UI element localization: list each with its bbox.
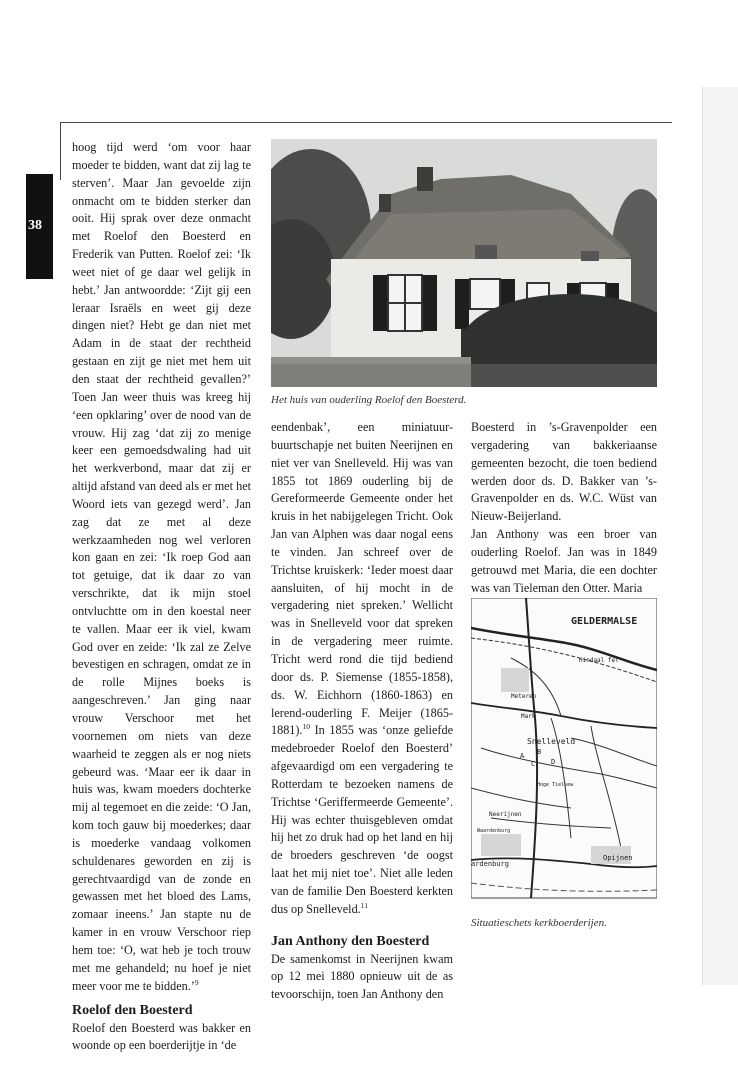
paragraph-text: hoog tijd werd ‘om voor haar moeder te bidden, want dat zij lag te sterven’. Maar Jan gevoelde zijn onmacht om te bidden sterker dan ooit. Hij sprak over deze onmacht met Roelof den Boesterd en Frederik van Putten. Roelof zei: ‘Ik weet niet of ge daar wel gelijk in hebt.’ Jan antwoordde: ‘Zijt gij een leraar Israëls en weet gij deze dingen niet? Hebt ge dan niet met Adam in de staat der rechtheid gestaan en zijt ge niet met hem uit den staat der rechtheid gevallen?’ Toen Jan weer thuis was kreeg hij ‘een opklaring’ over de nood van de vrouw. Hij zag ‘dat zij zo menige keer een gemoedsdwaling had uit het werkverbond, maar dat zij er altijd afstand van deed als er met het Woord iets van gezegd werd’. Jan zag dat ze met al deze werkzaamheden nog wel verloren kon gaan en zei: ‘Ik roep God aan tot getuige, dat ik daar zo van verschrikte, dat ik mijn stoel ontvluchtte om in den koestal neer te vallen. Maar eer ik viel, kwam God over en zeide: ‘Ik zal ze Zelve bevestigen en schragen, omdat ze in de rolle Mijnes boeks is aangeschreven.’ Jan ging naar vrouw Verschoor met het voornemen om niets van deze waarheid te zeggen als er nog niets gebeurd was. ‘Maar eer ik daar in huis was, kwam moeders dochterke mij al tegemoet en die zeide: ‘O Jan, kom toch gauw bij moederkes; daar is moederke vandaag volkomen schuldenares geworden en zij is gerechtvaardigd van de zonde en gewassen met het bloed des Lams, zomaar ineens.’ Jan stapte nu de kamer in en vrouw Verschoor riep hem toe: ‘O, wat heb je toch trouw met me gehandeld; nu hoef je niet meer voor me te bidden.’	[72, 140, 251, 993]
map-marker-b: B	[537, 748, 542, 756]
body-paragraph: Boesterd in ’s-Gravenpolder een vergadering van bakkeriaanse gemeenten bezocht, die toen bediend werden door ds. D. Bakker van ’s-Gravenpolder en ds. W.C. Wüst van Nieuw-Beijerland.	[471, 420, 657, 524]
header-rule	[60, 122, 672, 123]
body-paragraph: Roelof den Boesterd was bakker en woonde op een boerderijtje in ‘de	[72, 1020, 251, 1053]
facing-page-edge	[702, 87, 738, 985]
map-label-meteren: Meteren	[511, 693, 537, 700]
situation-map	[471, 598, 657, 904]
text-column-left	[72, 139, 251, 1055]
paragraph-text: In 1855 was ‘onze geliefde medebroeder Roelof den Boesterd’ afgevaardigd om een vergadering te Rotterdam te bezoeken namens de Trichtse ‘Geriffermeerde Gemeente’. Hij was echter thuisgebleven omdat hij het zo druk had op het land en hij de broeders geschreven ‘de oogst laat het mij niet toe’. Niet alle leden van de familie Den Boesterd kerkten dus op Snelleveld.	[271, 723, 453, 916]
house-photo	[271, 139, 657, 387]
body-paragraph	[72, 139, 251, 996]
footnote-ref: 10	[302, 722, 310, 732]
map-label-hoge-tielsew: Hoge Tielsew	[537, 782, 574, 788]
margin-rule	[60, 122, 61, 180]
map-label-neerijnen: Neerijnen	[489, 811, 522, 818]
map-label-hindaal: Hindaal fel	[579, 657, 619, 664]
map-label-geldermalse: GELDERMALSE	[571, 616, 638, 627]
map-label-snelleveld: Snelleveld	[527, 737, 576, 746]
situation-map-drawing	[471, 598, 657, 904]
map-caption: Situatieschets kerkboerderijen.	[471, 917, 607, 929]
footnote-ref: 9	[194, 977, 199, 987]
map-label-waardenburg-small: Waardenburg	[477, 828, 511, 834]
body-paragraph: Jan Anthony was een broer van ouderling Roelof. Jan was in 1849 getrouwd met Maria, die een dochter was van Tieleman den Otter. Maria	[471, 527, 657, 595]
map-marker-d: D	[551, 758, 556, 766]
page-number: 38	[28, 218, 42, 233]
footnote-ref: 11	[360, 900, 368, 910]
section-heading-roelof: Roelof den Boesterd	[72, 1002, 193, 1018]
text-column-right	[471, 419, 657, 597]
map-marker-a: A	[520, 752, 525, 760]
map-marker-c: C	[531, 760, 536, 768]
map-label-mark: Mark	[521, 713, 536, 720]
photo-caption: Het huis van ouderling Roelof den Boesterd.	[271, 394, 467, 406]
map-label-waardenburg: ardenburg	[471, 860, 509, 868]
map-label-opijnen: Opijnen	[603, 854, 633, 862]
house-photo-illustration	[271, 139, 657, 387]
text-column-middle	[271, 419, 453, 1004]
section-heading-jan-anthony: Jan Anthony den Boesterd	[271, 933, 430, 949]
body-paragraph	[271, 419, 453, 919]
body-paragraph: De samenkomst in Neerijnen kwam op 12 mei 1880 opnieuw uit de as tevoorschijn, toen Jan Anthony den	[271, 951, 453, 1002]
paragraph-text: eendenbak’, een miniatuur-buurtschapje net buiten Neerijnen en niet ver van Snelleveld. Hij was van 1855 tot 1869 ouderling bij de Gereformeerde Gemeente onder het kruis in het nabijgelegen Tricht. Ook Jan van Alphen was daar nogal eens te vinden. Jan schreef over de Trichtse kruiskerk: ‘Ieder moest daar aansluiten, of hij mocht in de vergadering niet spreken.’ Wellicht was in Snelleveld voor dat spreken in de vergadering meer ruimte. Tricht werd rond die tijd bediend door ds. P. Siemense (1855-1858), ds. W. Eichhorn (1860-1863) en lerend-ouderling F. Meijer (1865-1881).	[271, 420, 453, 738]
